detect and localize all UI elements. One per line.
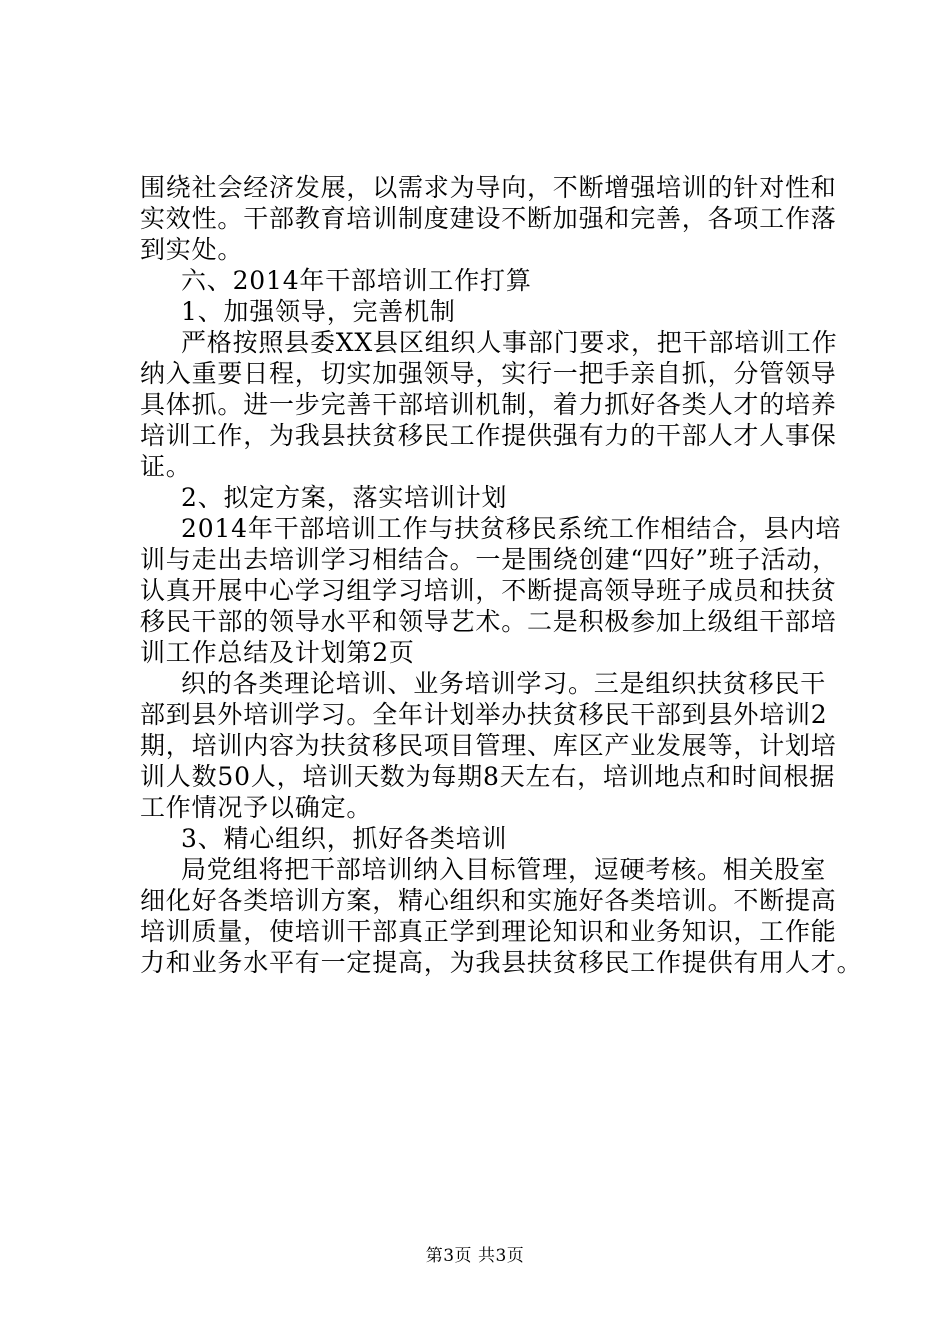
text-line: 严格按照县委XX县区组织人事部门要求，把干部培训工作 [181, 328, 838, 357]
subsection-heading: 3、精心组织，抓好各类培训 [181, 824, 508, 853]
section-heading: 六、2014年干部培训工作打算 [181, 266, 532, 295]
text-line: 工作情况予以确定。 [140, 793, 373, 822]
text-line: 培训工作，为我县扶贫移民工作提供强有力的干部人才人事保 [140, 421, 837, 450]
text-line: 部到县外培训学习。全年计划举办扶贫移民干部到县外培训2 [140, 700, 828, 729]
text-line: 到实处。 [140, 235, 244, 264]
text-line: 2014年干部培训工作与扶贫移民系统工作相结合，县内培 [181, 514, 842, 543]
text-line: 纳入重要日程，切实加强领导，实行一把手亲自抓，分管领导 [140, 359, 837, 388]
text-line: 围绕社会经济发展，以需求为导向，不断增强培训的针对性和 [140, 173, 837, 202]
text-line: 移民干部的领导水平和领导艺术。二是积极参加上级组干部培 [140, 607, 837, 636]
text-line: 力和业务水平有一定提高，为我县扶贫移民工作提供有用人才。 [140, 948, 863, 977]
subsection-heading: 2、拟定方案，落实培训计划 [181, 483, 508, 512]
text-line: 证。 [140, 452, 192, 481]
text-line: 培训质量，使培训干部真正学到理论知识和业务知识，工作能 [140, 917, 837, 946]
text-line: 训工作总结及计划第2页 [140, 638, 415, 667]
subsection-heading: 1、加强领导，完善机制 [181, 297, 456, 326]
text-line: 期，培训内容为扶贫移民项目管理、库区产业发展等，计划培 [140, 731, 837, 760]
text-line: 训人数50人，培训天数为每期8天左右，培训地点和时间根据 [140, 762, 836, 791]
text-line: 局党组将把干部培训纳入目标管理，逗硬考核。相关股室 [181, 855, 827, 884]
text-line: 训与走出去培训学习相结合。一是围绕创建“四好”班子活动， [140, 545, 838, 574]
text-line: 织的各类理论培训、业务培训学习。三是组织扶贫移民干 [181, 669, 827, 698]
text-line: 具体抓。进一步完善干部培训机制，着力抓好各类人才的培养 [140, 390, 837, 419]
text-line: 实效性。干部教育培训制度建设不断加强和完善，各项工作落 [140, 204, 837, 233]
document-body [140, 172, 863, 978]
text-line: 认真开展中心学习组学习培训，不断提高领导班子成员和扶贫 [140, 576, 837, 605]
text-line: 细化好各类培训方案，精心组织和实施好各类培训。不断提高 [140, 886, 837, 915]
page-number-footer: 第3页 共3页 [425, 1246, 525, 1266]
